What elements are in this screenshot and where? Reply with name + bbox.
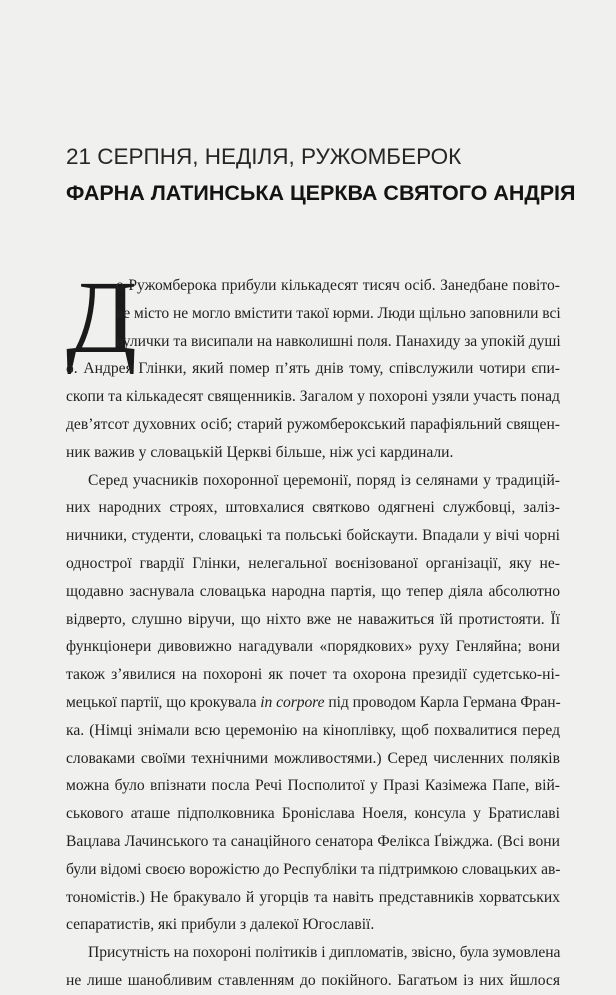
text-line: не лише шанобливим ставленням до покійного. Багатьом із них йшлося — [66, 971, 560, 989]
text-line: функціонери дивовижно нагадували «порядкових» руху Генляйна; вони — [66, 638, 560, 656]
text-line: сепаратистів, які прибули з далекої Югославії. — [66, 916, 375, 934]
text-line: відверто, слушно віручи, що ніхто вже не наважиться їй протистояти. Її — [66, 610, 560, 628]
text-line: ник важив у словацькій Церкві більше, ніж усі кардинали. — [66, 443, 454, 461]
latin-phrase: in corpore — [260, 693, 325, 711]
text-line: ничники, студенти, словацькі та польські бойскаути. Впадали у вічі чорні — [66, 527, 560, 545]
chapter-body — [66, 260, 561, 995]
text-line: однострої гвардії Глінки, нелегальної воєнізованої організації, яку не- — [66, 554, 560, 572]
text-line: можна було впізнати посла Речі Посполитої у Празі Казімежа Папе, вій- — [66, 777, 560, 795]
text-line: ка. (Німці знімали всю церемонію на кіноплівку, щоб похвалитися перед — [66, 721, 560, 739]
chapter-date-line: 21 СЕРПНЯ, НЕДІЛЯ, РУЖОМБЕРОК — [66, 144, 462, 169]
text-line: Присутність на похороні політиків і дипломатів, звісно, була зумовлена — [88, 944, 561, 962]
text-line: Серед учасників похоронної церемонії, поряд із селянами у традицій- — [88, 471, 560, 489]
text-line: о. Андрея Глінки, який помер п’ять днів тому, співслужили чотири єпи- — [66, 360, 560, 378]
text-line — [66, 689, 560, 717]
text-line: дев’ятсот духовних осіб; старий ружомберокський парафіяльний священ- — [66, 415, 560, 433]
text-line: Вацлава Лачинського та санаційного сенатора Фелікса Ґвіжджа. (Всі вони — [66, 832, 560, 850]
text-line: словаками своїми технічними можливостями.) Серед численних поляків — [66, 749, 560, 767]
drop-cap-letter: Д — [66, 260, 137, 375]
text-line: ве місто не могло вмістити такої юрми. Люди щільно заповнили всі — [116, 304, 561, 322]
text-line: о Ружомберока прибули кількадесят тисяч осіб. Занедбане повіто- — [116, 277, 560, 294]
chapter-title: ФАРНА ЛАТИНСЬКА ЦЕРКВА СВЯТОГО АНДРІЯ — [66, 181, 576, 205]
text-line: тономістів.) Не бракувало й угорців та навіть представників хорватських — [66, 888, 560, 906]
text-line: були відомі своєю ворожістю до Республіки та підтримкою словацьких ав- — [66, 860, 561, 878]
text-line: вулички та висипали на навколишні поля. Панахиду за упокій душі — [116, 332, 561, 350]
text-line: них народних строях, штовхалися святково одягнені службовці, заліз- — [66, 499, 560, 517]
text-segment: мецької партії, що крокувала — [66, 693, 261, 711]
text-line: щодавно заснувала словацька народна партія, що тепер діяла абсолютно — [66, 582, 560, 600]
text-line: скопи та кількадесят священників. Загалом у похороні узяли участь понад — [66, 388, 560, 406]
text-line: також з’явилися на похороні як почет та охорона президії судетсько-ні- — [66, 666, 560, 684]
text-line: ськового аташе підполковника Броніслава Ноеля, консула у Братиславі — [66, 805, 560, 823]
text-segment: під проводом Карла Германа Фран- — [324, 693, 561, 711]
